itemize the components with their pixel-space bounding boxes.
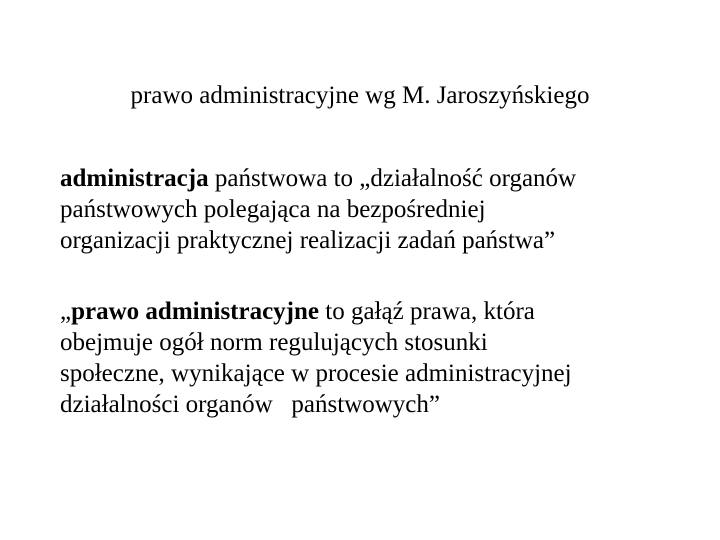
definition-administracja (60, 163, 680, 256)
para2-line-3: społeczne, wynikające w procesie administracyjnej (60, 360, 572, 387)
para2-line-4: działalności organów państwowych” (60, 391, 440, 418)
para2-line-2: obejmuje ogół norm regulujących stosunki (60, 329, 488, 356)
term-administracja: administracja (60, 165, 209, 192)
para1-line-1 (60, 163, 680, 194)
para1-line-2: państwowych polegająca na bezpośredniej (60, 196, 486, 223)
para2-line-1-text: to gałąź prawa, która (319, 298, 535, 325)
term-prawo-administracyjne: prawo administracyjne (71, 298, 320, 325)
para2-line-1 (60, 296, 680, 327)
para1-line-3: organizacji praktycznej realizacji zadań państwa” (60, 227, 556, 254)
slide-title: prawo administracyjne wg M. Jaroszyńskiego (130, 82, 590, 109)
definition-prawo-administracyjne (60, 296, 680, 420)
para2-open-quote: „ (60, 298, 72, 325)
para1-line-1-text: państwowa to „działalność organów (208, 165, 577, 192)
